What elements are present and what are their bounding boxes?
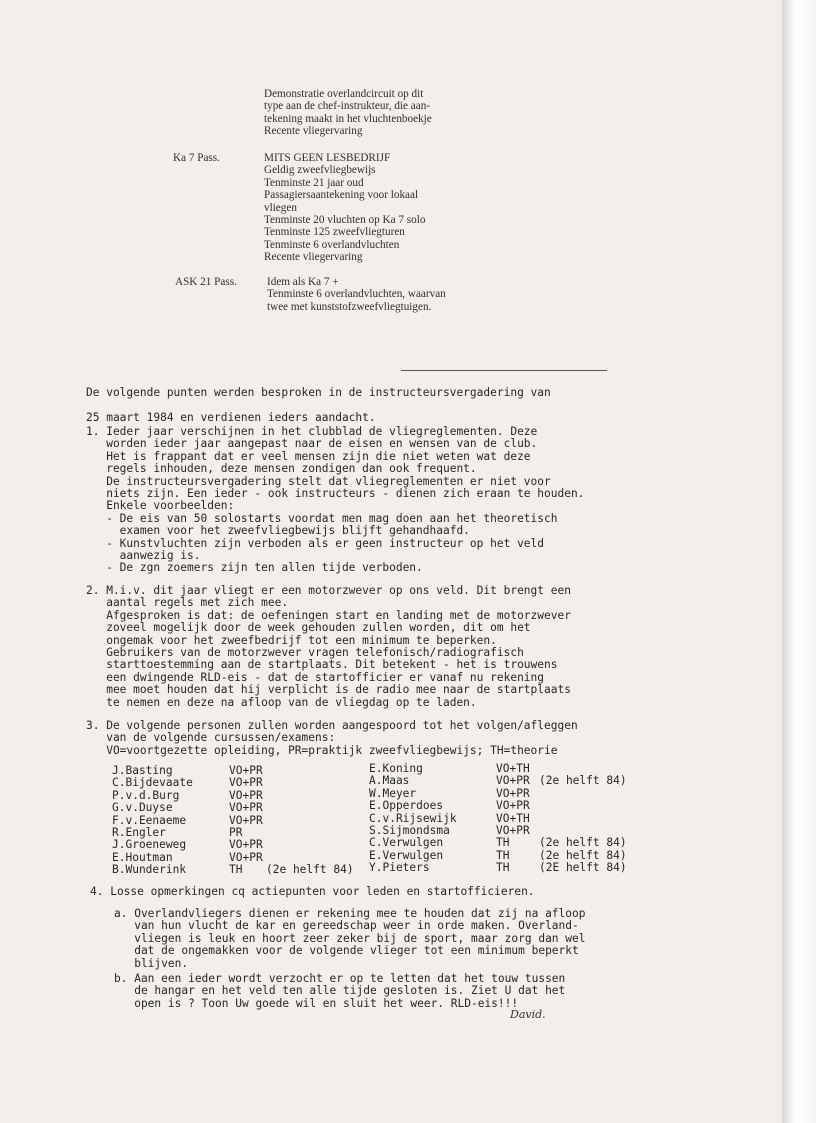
person-course: VO+PR xyxy=(229,850,263,864)
person-name: J.Basting xyxy=(112,764,173,777)
text-line: Recente vliegervaring xyxy=(264,125,363,138)
text-line: De instructeursvergadering stelt dat vliegreglementen er niet voor xyxy=(86,474,551,488)
text-line: Tenminste 6 overlandvluchten, waarvan xyxy=(267,288,446,301)
item-2 xyxy=(86,585,571,709)
person-name: G.v.Duyse xyxy=(112,801,173,815)
ka7-requirements xyxy=(264,152,425,264)
text-line: niets zijn. Een ieder - ook instructeurs - dienen zich eraan te houden. xyxy=(86,487,585,501)
person-name: W.Meyer xyxy=(369,786,417,800)
text-line: 2. M.i.v. dit jaar vliegt er een motorzwever op ons veld. Dit brengt een xyxy=(86,584,571,597)
text-line: ongemak voor het zweefbedrijf tot een minimum te beperken. xyxy=(86,633,497,647)
text-line: vliegen xyxy=(264,201,297,214)
signature: David. xyxy=(510,1008,546,1021)
person-note: (2e helft 84) xyxy=(539,774,627,788)
text-line: 25 maart 1984 en verdienen ieders aandacht. xyxy=(86,411,376,424)
item-4a xyxy=(114,908,585,970)
text-line: Enkele voorbeelden: xyxy=(86,499,235,513)
text-line: 3. De volgende personen zullen worden aangespoord tot het volgen/afleggen xyxy=(86,719,578,732)
person-name: S.Sijmondsma xyxy=(369,823,450,837)
person-course: TH xyxy=(229,863,243,877)
text-line: type aan de chef-instrukteur, die aan- xyxy=(264,100,431,113)
ask21-label: ASK 21 Pass. xyxy=(175,276,237,288)
person-course: VO+PR xyxy=(229,813,263,827)
person-course: TH xyxy=(496,861,510,875)
text-line: regels inhouden, deze mensen zondigen dan ook frequent. xyxy=(86,462,477,476)
text-line: blijven. xyxy=(114,956,189,970)
person-course: VO+PR xyxy=(496,799,530,813)
text-line: Recente vliegervaring xyxy=(264,251,363,264)
text-line: Idem als Ka 7 + xyxy=(267,276,339,288)
text-line: vliegen is leuk en hoort zeer zeker bij de sport, maar zorg dan wel xyxy=(114,931,586,945)
item-3 xyxy=(86,720,578,757)
person-course: VO+PR xyxy=(229,764,263,777)
person-course: VO+PR xyxy=(229,838,263,852)
text-line: Tenminste 125 zweefvliegturen xyxy=(264,226,405,239)
text-line: twee met kunststofzweefvliegtuigen. xyxy=(267,300,432,313)
person-name: J.Groeneweg xyxy=(112,838,187,852)
text-line: de hangar en het veld ten alle tijde gesloten is. Ziet U dat het xyxy=(114,984,566,998)
person-course: VO+PR xyxy=(229,776,263,790)
text-line: Tenminste 6 overlandvluchten xyxy=(264,238,400,251)
text-line: worden ieder jaar aangepast naar de eisen en wensen van de club. xyxy=(86,437,538,451)
text-line: a. Overlandvliegers dienen er rekening mee te houden dat zij na afloop xyxy=(114,907,586,920)
horizontal-rule xyxy=(401,370,607,371)
text-line: Demonstratie overlandcircuit op dit xyxy=(264,88,424,100)
person-name: C.Bijdevaate xyxy=(112,776,193,790)
person-name: P.v.d.Burg xyxy=(112,788,180,802)
text-line: Tenminste 21 jaar oud xyxy=(264,176,364,189)
text-line: zoveel mogelijk door de week gehouden zullen worden, dit om het xyxy=(86,621,531,635)
person-note: (2e helft 84) xyxy=(539,848,627,862)
text-line: van de volgende cursussen/examens: xyxy=(86,731,336,745)
text-line: 1. Ieder jaar verschijnen in het clubblad de vliegreglementen. Deze xyxy=(86,425,538,438)
text-line: tekening maakt in het vluchtenboekje xyxy=(264,112,432,125)
text-line: b. Aan een ieder wordt verzocht er op te letten dat het touw tussen xyxy=(114,972,566,985)
person-name: E.Koning xyxy=(369,762,423,775)
person-name: B.Wunderink xyxy=(112,863,187,877)
text-line: starttoestemming aan de startplaats. Dit betekent - het is trouwens xyxy=(86,658,558,672)
text-line: Gebruikers van de motorzwever vragen telefonisch/radiografisch xyxy=(86,646,524,660)
text-line: een dwingende RLD-eis - dat de startofficier er vanaf nu rekening xyxy=(86,670,545,684)
text-line: te nemen en deze na afloop van de vliegdag op te laden. xyxy=(86,695,477,709)
text-line: - De eis van 50 solostarts voordat men mag doen aan het theoretisch xyxy=(86,511,558,525)
person-name: Y.Pieters xyxy=(369,861,430,875)
person-course: VO+TH xyxy=(496,762,530,775)
person-course: VO+PR xyxy=(496,786,530,800)
demo-block xyxy=(264,88,432,138)
text-line: examen voor het zweefvliegbewijs blijft gehandhaafd. xyxy=(86,524,470,538)
item-1 xyxy=(86,426,584,575)
person-name: A.Maas xyxy=(369,774,410,788)
page-edge xyxy=(782,0,816,1123)
text-line: mee moet houden dat hij verplicht is de radio mee naar de startplaats xyxy=(86,683,571,697)
person-course: VO+PR xyxy=(496,823,530,837)
text-line: aanwezig is. xyxy=(86,549,201,563)
text-line: Passagiersaantekening voor lokaal xyxy=(264,189,419,202)
text-line: Geldig zweefvliegbewijs xyxy=(264,164,376,177)
person-course: TH xyxy=(496,848,510,862)
person-course: VO+TH xyxy=(496,811,530,825)
person-course: TH xyxy=(496,836,510,850)
person-name: R.Engler xyxy=(112,825,166,839)
person-name: E.Verwulgen xyxy=(369,848,444,862)
item-4b xyxy=(114,973,565,1010)
ask21-requirements xyxy=(267,276,446,313)
text-line: De volgende punten werden besproken in de instructeursvergadering van xyxy=(86,386,551,399)
person-course: PR xyxy=(229,825,243,839)
person-note: (2E helft 84) xyxy=(539,861,627,875)
person-name: C.v.Rijsewijk xyxy=(369,811,457,825)
person-name: E.Opperdoes xyxy=(369,799,444,813)
person-name: C.Verwulgen xyxy=(369,836,444,850)
text-line: van hun vlucht de kar en gereedschap weer in orde maken. Overland- xyxy=(114,919,579,933)
person-course: VO+PR xyxy=(496,774,530,788)
text-line: VO=voortgezette opleiding, PR=praktijk zweefvliegbewijs; TH=theorie xyxy=(86,743,558,757)
text-line: - Kunstvluchten zijn verboden als er geen instructeur op het veld xyxy=(86,536,545,550)
ka7-label: Ka 7 Pass. xyxy=(173,152,220,164)
person-name: F.v.Eenaeme xyxy=(112,813,187,827)
person-course: VO+PR xyxy=(229,788,263,802)
text-line: Het is frappant dat er veel mensen zijn die niet weten wat deze xyxy=(86,449,531,463)
item-4-heading: 4. Losse opmerkingen cq actiepunten voor leden en startofficieren. xyxy=(90,885,535,898)
person-name: E.Houtman xyxy=(112,850,173,864)
text-line: open is ? Toon Uw goede wil en sluit het weer. RLD-eis!!! xyxy=(114,996,519,1010)
person-course: VO+PR xyxy=(229,801,263,815)
person-note: (2e helft 84) xyxy=(539,836,627,850)
text-line: Afgesproken is dat: de oefeningen start en landing met de motorzwever xyxy=(86,608,571,622)
person-note: (2e helft 84) xyxy=(266,863,354,877)
intro-paragraph xyxy=(86,380,551,430)
text-line: - De zgn zoemers zijn ten allen tijde verboden. xyxy=(86,561,423,575)
text-line: MITS GEEN LESBEDRIJF xyxy=(264,152,391,164)
text-line: dat de ongemakken voor de volgende vlieger tot een minimum beperkt xyxy=(114,944,579,958)
text-line: Tenminste 20 vluchten op Ka 7 solo xyxy=(264,214,426,227)
text-line: aantal regels met zich mee. xyxy=(86,596,289,610)
